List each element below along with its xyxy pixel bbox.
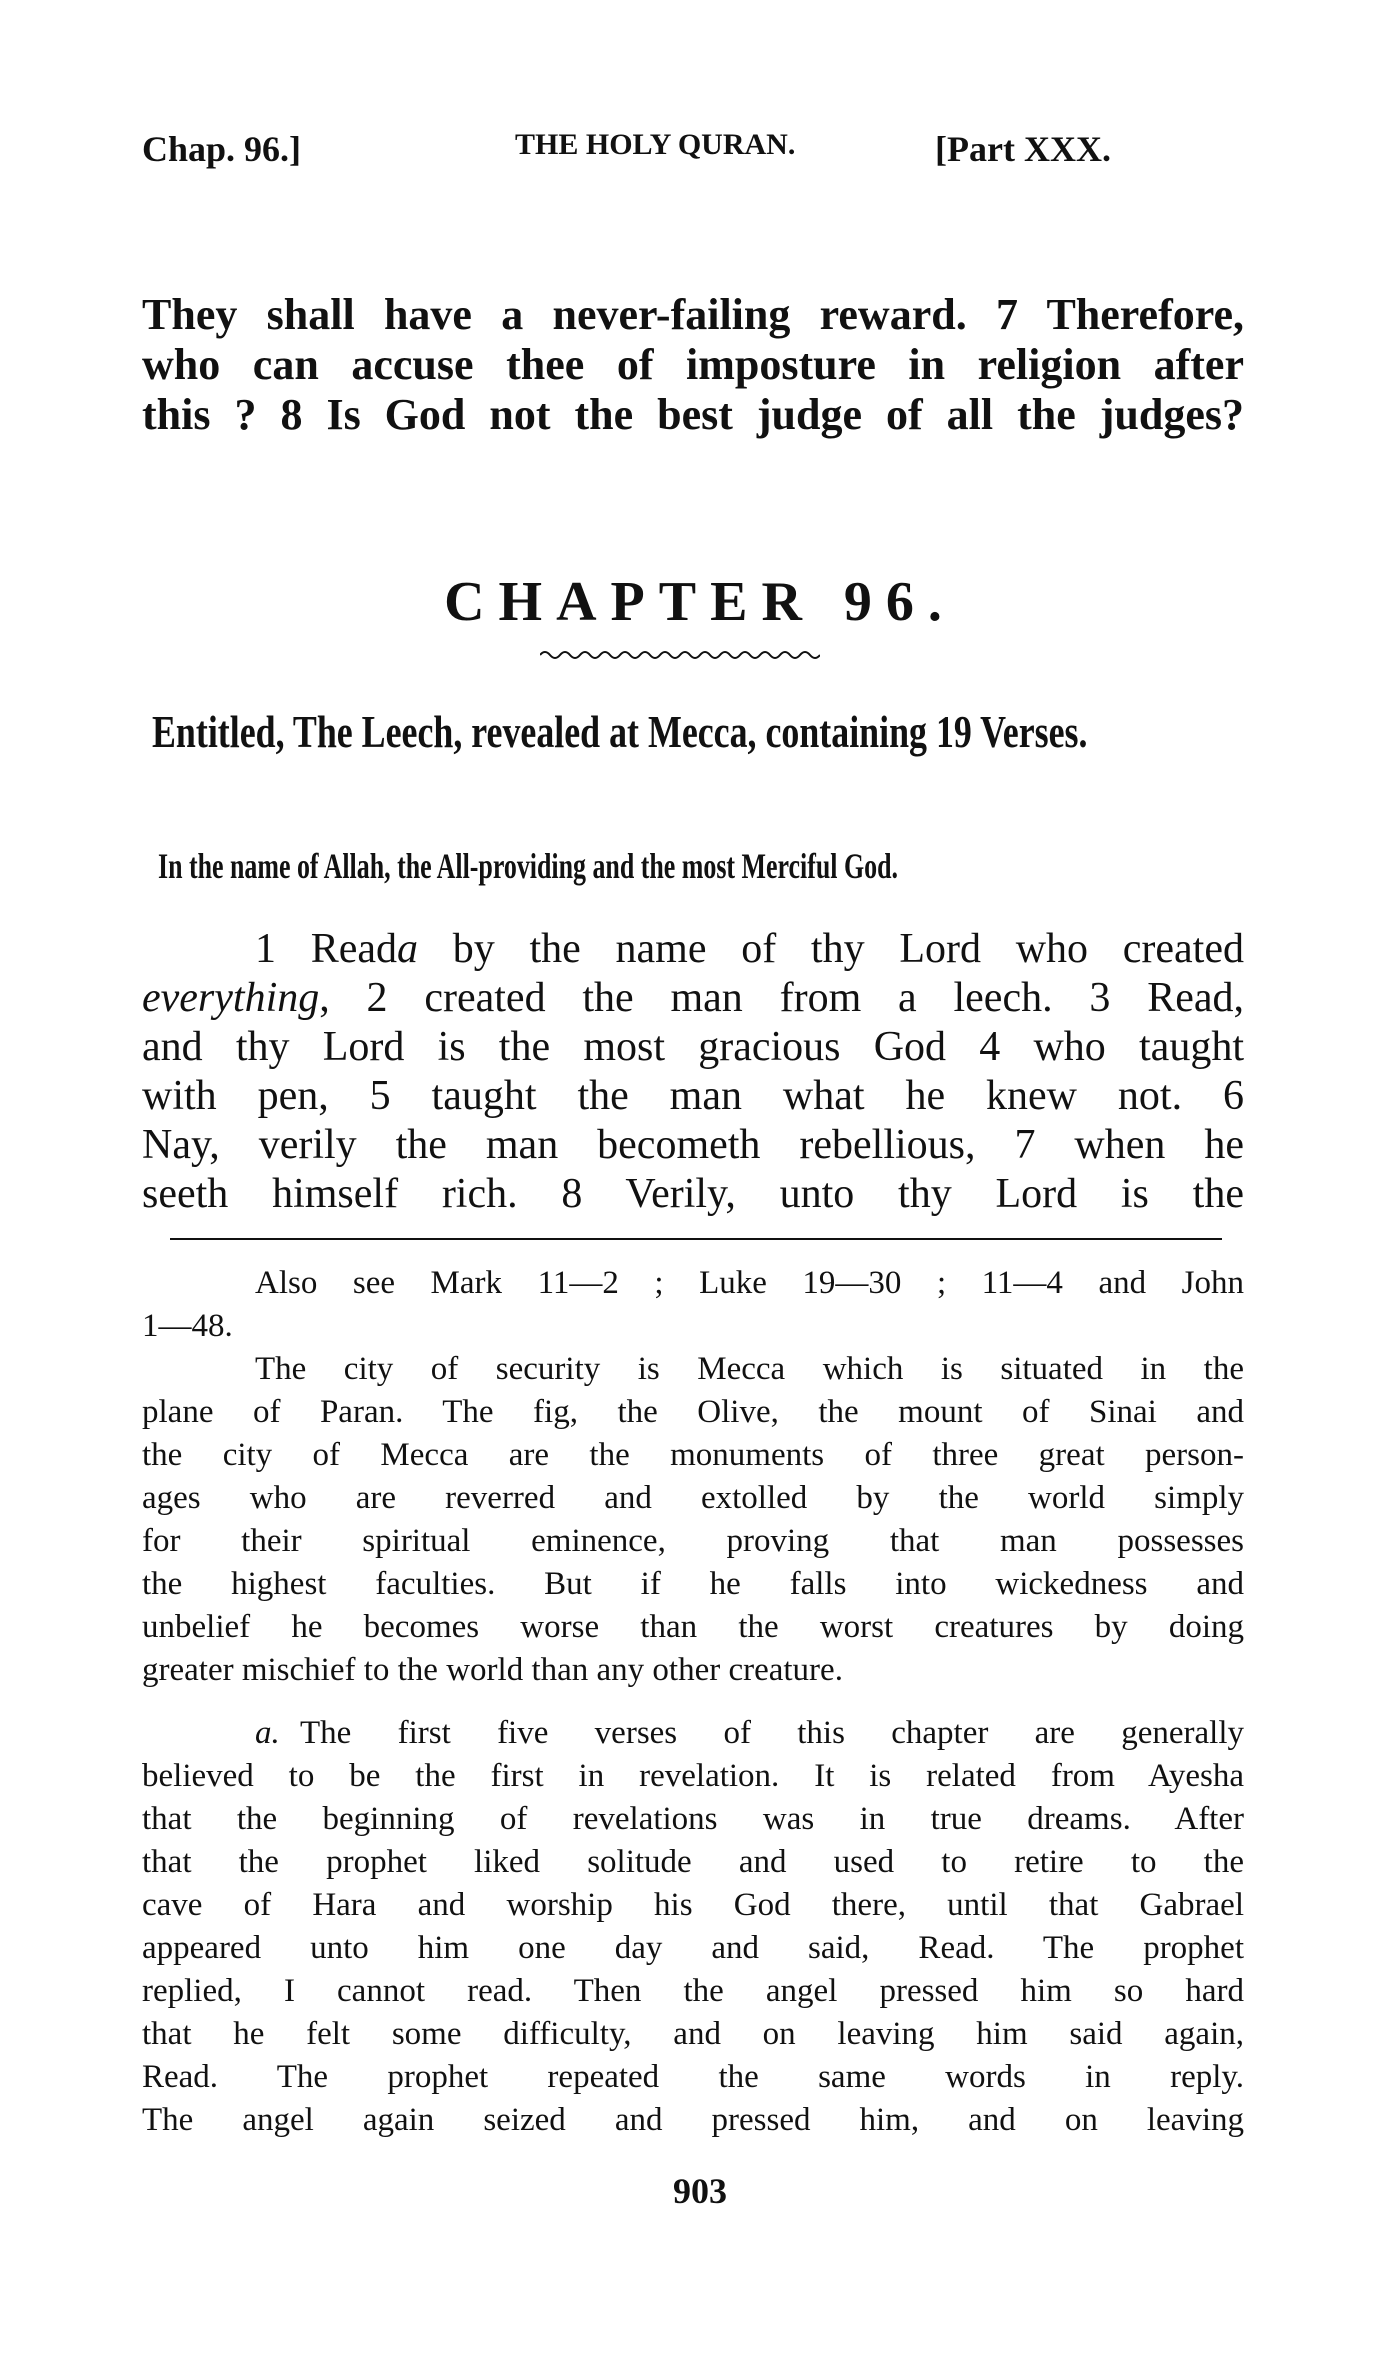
footnote-line: The city of security is Mecca which is situated in the bbox=[255, 1351, 1244, 1387]
footnote-rule bbox=[170, 1238, 1222, 1240]
text-line: who can accuse thee of imposture in religion after bbox=[142, 340, 1244, 389]
footnote-line: plane of Paran. The fig, the Olive, the mount of Sinai and bbox=[142, 1394, 1244, 1430]
verse-line: 1 Reada by the name of thy Lord who created bbox=[255, 926, 1244, 972]
footnote-line: that the prophet liked solitude and used to retire to the bbox=[142, 1844, 1244, 1880]
page-number: 903 bbox=[673, 2171, 727, 2211]
footnote-line: appeared unto him one day and said, Read. The prophet bbox=[142, 1930, 1244, 1966]
running-header-title: THE HOLY QURAN. bbox=[515, 128, 796, 161]
running-header-part: [Part XXX. bbox=[935, 129, 1111, 169]
chapter-subtitle bbox=[152, 705, 1252, 758]
footnote-line: The first five verses of this chapter are generally bbox=[300, 1715, 1244, 1751]
footnote-line: the highest faculties. But if he falls into wickedness and bbox=[142, 1566, 1244, 1602]
footnote-line: greater mischief to the world than any other creature. bbox=[142, 1652, 843, 1688]
verse-line: with pen, 5 taught the man what he knew not. 6 bbox=[142, 1073, 1244, 1119]
text-line: They shall have a never-failing reward. 7 Therefore, bbox=[142, 290, 1244, 339]
footnote-line: unbelief he becomes worse than the worst creatures by doing bbox=[142, 1609, 1244, 1645]
footnote-line: believed to be the first in revelation. It is related from Ayesha bbox=[142, 1758, 1244, 1794]
subtitle-text: Entitled, The Leech, revealed at Mecca, containing 19 Verses. bbox=[152, 706, 1088, 757]
footnote-line: Also see Mark 11—2 ; Luke 19—30 ; 11—4 and John bbox=[255, 1265, 1244, 1301]
footnote-line: cave of Hara and worship his God there, until that Gabrael bbox=[142, 1887, 1244, 1923]
footnote-line: The angel again seized and pressed him, and on leaving bbox=[142, 2102, 1244, 2138]
bismillah bbox=[158, 845, 1258, 887]
text-line: this ? 8 Is God not the best judge of all the judges? bbox=[142, 390, 1244, 439]
verse-line: Nay, verily the man becometh rebellious, 7 when he bbox=[142, 1122, 1244, 1168]
footnote-line: the city of Mecca are the monuments of three great person- bbox=[142, 1437, 1244, 1473]
footnote-line: ages who are reverred and extolled by the world simply bbox=[142, 1480, 1244, 1516]
wavy-divider bbox=[540, 648, 820, 662]
verse-line: everything, 2 created the man from a leech. 3 Read, bbox=[142, 975, 1244, 1021]
footnote-line: that the beginning of revelations was in true dreams. After bbox=[142, 1801, 1244, 1837]
footnote-marker: a. bbox=[255, 1715, 280, 1751]
footnote-line: Read. The prophet repeated the same words in reply. bbox=[142, 2059, 1244, 2095]
footnote-line: replied, I cannot read. Then the angel pressed him so hard bbox=[142, 1973, 1244, 2009]
footnote-line: that he felt some difficulty, and on leaving him said again, bbox=[142, 2016, 1244, 2052]
verse-line: and thy Lord is the most gracious God 4 who taught bbox=[142, 1024, 1244, 1070]
chapter-title: CHAPTER 96. bbox=[444, 571, 956, 633]
running-header-chapter: Chap. 96.] bbox=[142, 129, 302, 169]
footnote-line: for their spiritual eminence, proving that man possesses bbox=[142, 1523, 1244, 1559]
verse-line: seeth himself rich. 8 Verily, unto thy Lord is the bbox=[142, 1171, 1244, 1217]
footnote-line: 1—48. bbox=[142, 1308, 233, 1344]
bismillah-text: In the name of Allah, the All-providing and the most Merciful God. bbox=[158, 846, 898, 886]
